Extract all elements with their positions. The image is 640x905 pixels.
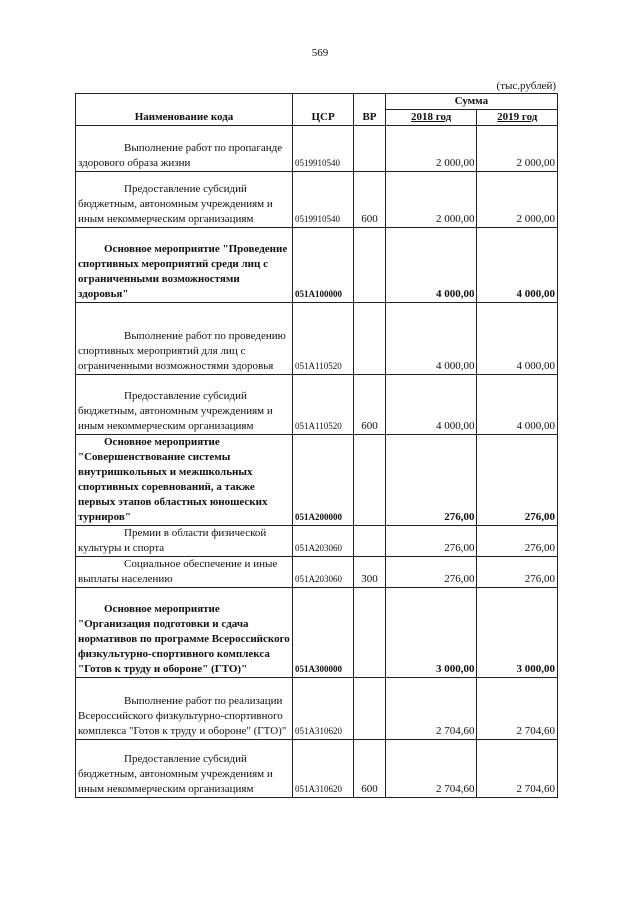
row-name: Предоставление субсидий бюджетным, автономным учреждениям и иным некоммерческим организациям xyxy=(76,740,293,798)
units-label: (тыс.рублей) xyxy=(496,80,556,92)
table-row xyxy=(76,126,558,172)
row-name: Основное мероприятие "Организация подготовки и сдача нормативов по программе Всероссийского физкультурно-спортивного комплекса "Готов к труду и обороне" (ГТО)" xyxy=(76,588,293,678)
row-csr: 051А200000 xyxy=(293,435,354,526)
page-number: 569 xyxy=(311,47,329,59)
row-name: Выполнение работ по реализации Всероссийского физкультурно-спортивного комплекса "Готов к труду и обороне" (ГТО)" xyxy=(76,678,293,740)
row-sum-2019: 4 000,00 xyxy=(477,375,558,435)
row-csr: 051А100000 xyxy=(293,228,354,303)
row-sum-2018: 3 000,00 xyxy=(385,588,477,678)
row-sum-2018: 4 000,00 xyxy=(385,375,477,435)
row-vr xyxy=(354,303,386,375)
row-sum-2019: 2 704,60 xyxy=(477,678,558,740)
row-name: Основное мероприятие "Совершенствование системы внутришкольных и межшкольных спортивных соревнований, а также первых этапов областных юношеских турниров" xyxy=(76,435,293,526)
row-sum-2018: 2 000,00 xyxy=(385,126,477,172)
row-sum-2019: 4 000,00 xyxy=(477,303,558,375)
row-sum-2019: 2 000,00 xyxy=(477,126,558,172)
table-row xyxy=(76,740,558,798)
row-sum-2018: 4 000,00 xyxy=(385,228,477,303)
row-csr: 051А203060 xyxy=(293,526,354,557)
table-row xyxy=(76,678,558,740)
table-row-main xyxy=(76,228,558,303)
row-name: Выполнение работ по пропаганде здорового образа жизни xyxy=(76,126,293,172)
row-name: Предоставление субсидий бюджетным, автономным учреждениям и иным некоммерческим организациям xyxy=(76,375,293,435)
row-csr: 0519910540 xyxy=(293,172,354,228)
row-vr: 600 xyxy=(354,740,386,798)
row-vr xyxy=(354,526,386,557)
table-row xyxy=(76,557,558,588)
row-name: Премии в области физической культуры и спорта xyxy=(76,526,293,557)
header-year-2019: 2019 год xyxy=(477,110,558,126)
row-csr: 051А310620 xyxy=(293,740,354,798)
row-sum-2018: 276,00 xyxy=(385,435,477,526)
header-sum: Сумма xyxy=(385,94,557,110)
row-vr xyxy=(354,588,386,678)
row-sum-2018: 4 000,00 xyxy=(385,303,477,375)
row-sum-2019: 276,00 xyxy=(477,435,558,526)
row-sum-2019: 3 000,00 xyxy=(477,588,558,678)
table-row-main xyxy=(76,435,558,526)
row-csr: 051А110520 xyxy=(293,375,354,435)
header-year-2018: 2018 год xyxy=(385,110,477,126)
row-csr: 051А310620 xyxy=(293,678,354,740)
row-vr xyxy=(354,126,386,172)
row-vr xyxy=(354,228,386,303)
row-sum-2018: 2 000,00 xyxy=(385,172,477,228)
row-csr: 051А203060 xyxy=(293,557,354,588)
row-sum-2018: 2 704,60 xyxy=(385,678,477,740)
row-csr: 0519910540 xyxy=(293,126,354,172)
row-sum-2019: 2 000,00 xyxy=(477,172,558,228)
row-sum-2019: 276,00 xyxy=(477,526,558,557)
row-sum-2019: 276,00 xyxy=(477,557,558,588)
row-vr: 600 xyxy=(354,172,386,228)
row-name: Социальное обеспечение и иные выплаты населению xyxy=(76,557,293,588)
table-row xyxy=(76,526,558,557)
row-name: Выполнение работ по проведению спортивных мероприятий для лиц с ограниченными возможностями здоровья xyxy=(76,303,293,375)
table-row xyxy=(76,303,558,375)
row-name: Основное мероприятие "Проведение спортивных мероприятий среди лиц с ограниченными возможностями здоровья" xyxy=(76,228,293,303)
header-name: Наименование кода xyxy=(76,94,293,126)
row-sum-2019: 2 704,60 xyxy=(477,740,558,798)
row-csr: 051А110520 xyxy=(293,303,354,375)
table-row xyxy=(76,375,558,435)
row-sum-2019: 4 000,00 xyxy=(477,228,558,303)
row-sum-2018: 276,00 xyxy=(385,526,477,557)
row-vr xyxy=(354,678,386,740)
budget-table xyxy=(75,93,558,798)
row-vr xyxy=(354,435,386,526)
row-sum-2018: 2 704,60 xyxy=(385,740,477,798)
header-csr: ЦСР xyxy=(293,94,354,126)
header-vr: ВР xyxy=(354,94,386,126)
table-row-main xyxy=(76,588,558,678)
row-name: Предоставление субсидий бюджетным, автономным учреждениям и иным некоммерческим организациям xyxy=(76,172,293,228)
row-vr: 300 xyxy=(354,557,386,588)
row-sum-2018: 276,00 xyxy=(385,557,477,588)
row-csr: 051А300000 xyxy=(293,588,354,678)
row-vr: 600 xyxy=(354,375,386,435)
table-row xyxy=(76,172,558,228)
